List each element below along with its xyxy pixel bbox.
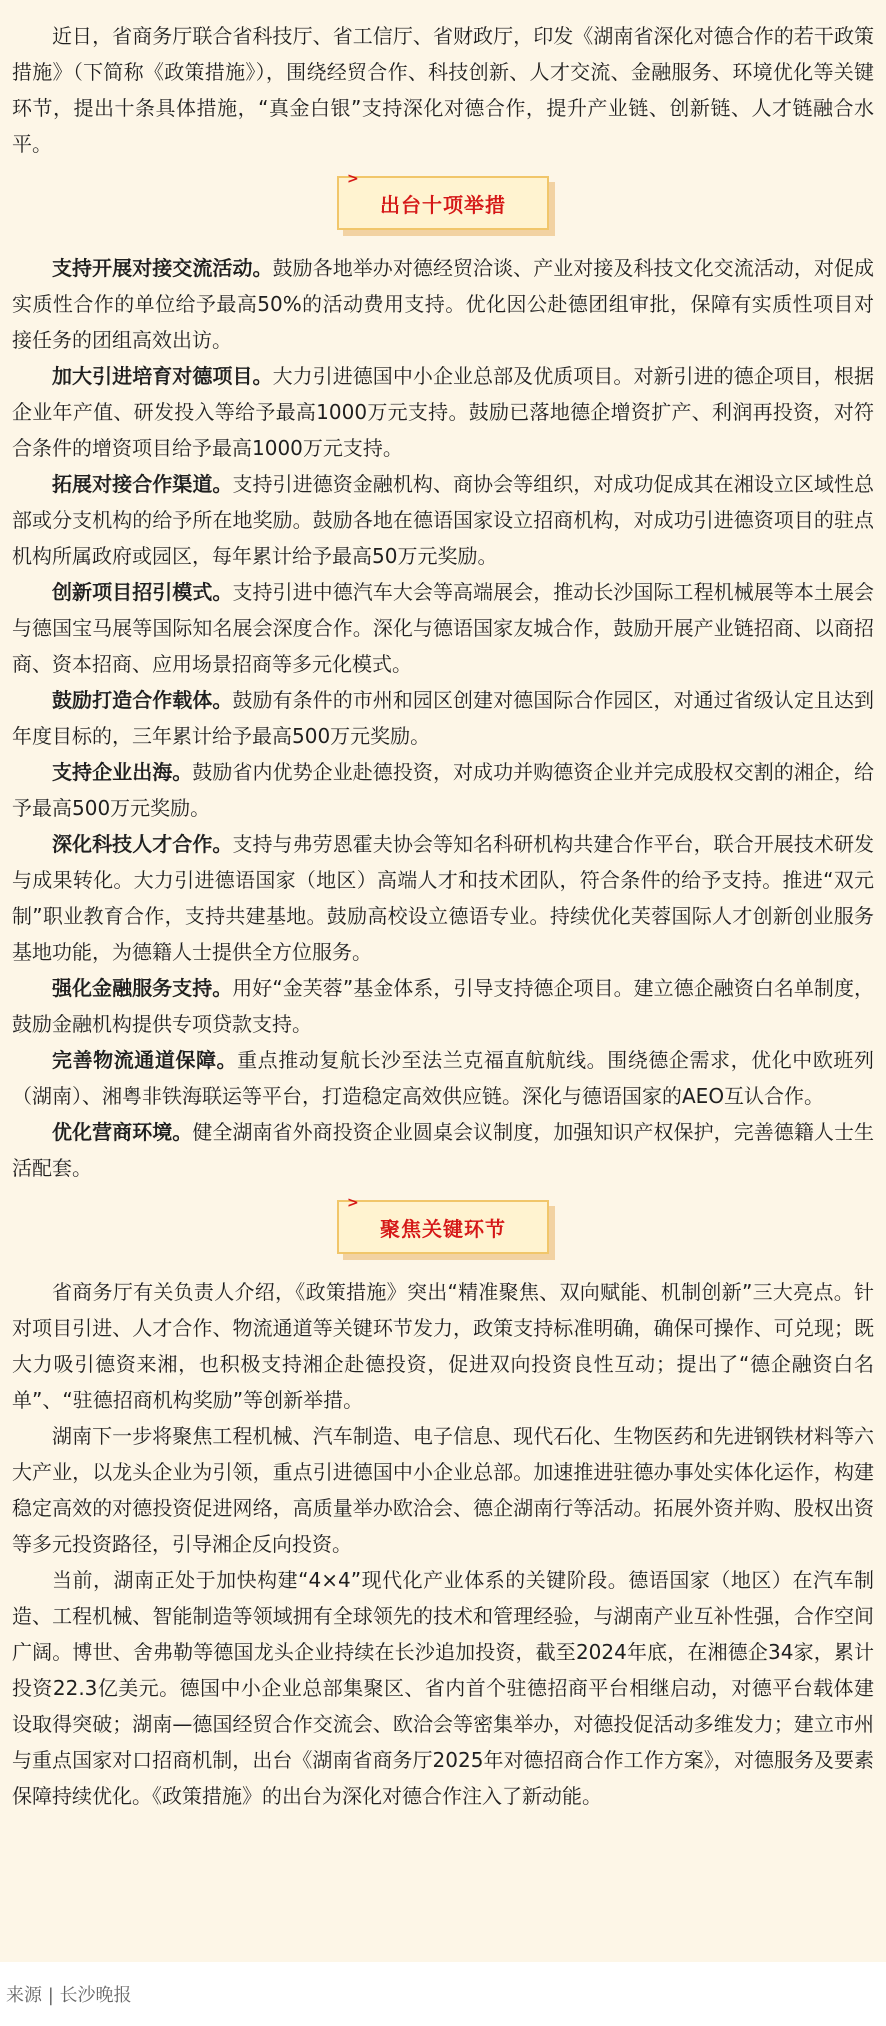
source-label: 来源 | 长沙晚报 <box>6 1985 132 2006</box>
measure-paragraph <box>12 1114 874 1186</box>
measure-text: 用好“金芙蓉”基金体系，引导支持德企项目。建立德企融资白名单制度，鼓励金融机构提供专项贷款支持。 <box>12 976 874 1036</box>
measure-title: 深化科技人才合作。 <box>52 832 233 856</box>
measure-paragraph <box>12 826 874 970</box>
section-heading-wrap <box>12 1195 874 1254</box>
measure-paragraph <box>12 466 874 574</box>
measure-title: 优化营商环境。 <box>52 1120 193 1144</box>
measure-title: 支持企业出海。 <box>52 760 193 784</box>
measure-text: 大力引进德国中小企业总部及优质项目。对新引进的德企项目，根据企业年产值、研发投入等给予最高1000万元支持。鼓励已落地德企增资扩产、利润再投资，对符合条件的增资项目给予最高1000万元支持。 <box>12 364 875 460</box>
arrow-icon: > <box>347 171 360 187</box>
measure-paragraph <box>12 358 874 466</box>
measure-text: 鼓励省内优势企业赴德投资，对成功并购德资企业并完成股权交割的湘企，给予最高500万元奖励。 <box>12 760 875 820</box>
source-footer <box>0 1962 886 2026</box>
measure-text: 鼓励各地举办对德经贸洽谈、产业对接及科技文化交流活动，对促成实质性合作的单位给予最高50%的活动费用支持。优化因公赴德团组审批，保障有实质性项目对接任务的团组高效出访。 <box>12 256 875 352</box>
measure-title: 强化金融服务支持。 <box>52 976 233 1000</box>
measure-title: 支持开展对接交流活动。 <box>52 256 273 280</box>
measure-text: 重点推动复航长沙至法兰克福直航航线。围绕德企需求，优化中欧班列（湖南）、湘粤非铁海联运等平台，打造稳定高效供应链。深化与德语国家的AEO互认合作。 <box>12 1048 875 1108</box>
body-paragraph: 当前，湖南正处于加快构建“4×4”现代化产业体系的关键阶段。德语国家（地区）在汽车制造、工程机械、智能制造等领域拥有全球领先的技术和管理经验，与湖南产业互补性强，合作空间广阔。博世、舍弗勒等德国龙头企业持续在长沙追加投资，截至2024年底，在湘德企34家，累计投资22.3亿美元。德国中小企业总部集聚区、省内首个驻德招商平台相继启动，对德平台载体建设取得突破；湖南—德国经贸合作交流会、欧洽会等密集举办，对德投促活动多维发力；建立市州与重点国家对口招商机制，出台《湖南省商务厅2025年对德招商合作工作方案》，对德服务及要素保障持续优化。《政策措施》的出台为深化对德合作注入了新动能。 <box>12 1568 874 1808</box>
measure-paragraph <box>12 754 874 826</box>
measure-text: 支持引进德资金融机构、商协会等组织，对成功促成其在湘设立区域性总部或分支机构的给予所在地奖励。鼓励各地在德语国家设立招商机构，对成功引进德资项目的驻点机构所属政府或园区，每年累计给予最高50万元奖励。 <box>12 472 875 568</box>
measure-title: 鼓励打造合作载体。 <box>52 688 233 712</box>
intro-paragraph: 近日，省商务厅联合省科技厅、省工信厅、省财政厅，印发《湖南省深化对德合作的若干政策措施》（下简称《政策措施》），围绕经贸合作、科技创新、人才交流、金融服务、环境优化等关键环节，提出十条具体措施，“真金白银”支持深化对德合作，提升产业链、创新链、人才链融合水平。 <box>12 24 874 156</box>
measure-paragraph <box>12 682 874 754</box>
measure-text: 支持与弗劳恩霍夫协会等知名科研机构共建合作平台，联合开展技术研发与成果转化。大力引进德语国家（地区）高端人才和技术团队，符合条件的给予支持。推进“双元制”职业教育合作，支持共建基地。鼓励高校设立德语专业。持续优化芙蓉国际人才创新创业服务基地功能，为德籍人士提供全方位服务。 <box>12 832 875 964</box>
measure-title: 加大引进培育对德项目。 <box>52 364 273 388</box>
measure-title: 创新项目招引模式。 <box>52 580 233 604</box>
measure-paragraph <box>12 1042 874 1114</box>
section-heading-title: 聚焦关键环节 <box>380 1216 506 1241</box>
measure-title: 拓展对接合作渠道。 <box>52 472 233 496</box>
measure-paragraph <box>12 250 874 358</box>
measure-text: 鼓励有条件的市州和园区创建对德国际合作园区，对通过省级认定且达到年度目标的，三年累计给予最高500万元奖励。 <box>12 688 875 748</box>
arrow-icon: > <box>347 1195 360 1211</box>
measure-paragraph <box>12 574 874 682</box>
section-heading-wrap <box>12 171 874 230</box>
section-heading-badge <box>337 1195 549 1254</box>
body-paragraph: 省商务厅有关负责人介绍，《政策措施》突出“精准聚焦、双向赋能、机制创新”三大亮点。针对项目引进、人才合作、物流通道等关键环节发力，政策支持标准明确，确保可操作、可兑现；既大力吸引德资来湘，也积极支持湘企赴德投资，促进双向投资良性互动；提出了“德企融资白名单”、“驻德招商机构奖励”等创新举措。 <box>12 1280 874 1412</box>
measure-paragraph <box>12 970 874 1042</box>
section-heading-badge <box>337 171 549 230</box>
body-paragraph: 湖南下一步将聚焦工程机械、汽车制造、电子信息、现代石化、生物医药和先进钢铁材料等六大产业，以龙头企业为引领，重点引进德国中小企业总部。加速推进驻德办事处实体化运作，构建稳定高效的对德投资促进网络，高质量举办欧洽会、德企湖南行等活动。拓展外资并购、股权出资等多元投资路径，引导湘企反向投资。 <box>12 1424 874 1556</box>
section-heading-title: 出台十项举措 <box>380 192 506 217</box>
measure-text: 支持引进中德汽车大会等高端展会，推动长沙国际工程机械展等本土展会与德国宝马展等国际知名展会深度合作。深化与德语国家友城合作，鼓励开展产业链招商、以商招商、资本招商、应用场景招商等多元化模式。 <box>12 580 875 676</box>
measure-title: 完善物流通道保障。 <box>52 1048 238 1072</box>
measure-text: 健全湖南省外商投资企业圆桌会议制度，加强知识产权保护，完善德籍人士生活配套。 <box>12 1120 875 1180</box>
